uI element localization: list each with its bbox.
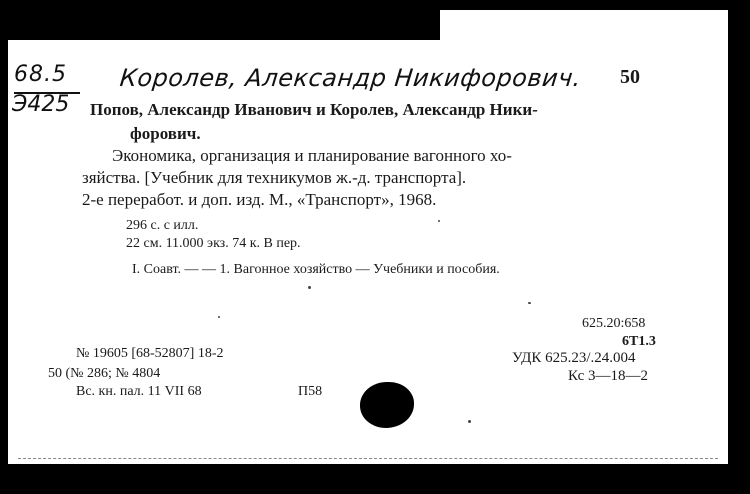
title-line-3: 2-е переработ. и доп. изд. М., «Транспорт», 1968. — [82, 190, 437, 209]
title-line-2: зяйства. [Учебник для техникумов ж.-д. транспорта]. — [82, 168, 467, 187]
handwritten-author-name: Королев, Александр Никифорович. — [118, 64, 583, 92]
authors-line-2: форович. — [130, 124, 201, 143]
classification-code-1: 625.20:658 — [582, 316, 646, 331]
card-number: 50 — [620, 66, 640, 88]
classification-code-2: 6Т1.3 — [622, 334, 656, 349]
speck — [218, 316, 220, 318]
title-line-1: Экономика, организация и планирование вагонного хо- — [112, 146, 512, 165]
order-line-3: Вс. кн. пал. 11 VII 68 — [76, 384, 202, 399]
catalog-card — [8, 40, 728, 464]
kc-code: Кс 3—18—2 — [568, 368, 649, 384]
speck — [438, 220, 440, 222]
handwritten-shelf-code: 68.5 — [14, 62, 67, 87]
format-info: 22 см. 11.000 экз. 74 к. В пер. — [126, 236, 301, 251]
order-line-2: 50 (№ 286; № 4804 — [48, 366, 161, 381]
order-line-1: № 19605 [68-52807] 18-2 — [76, 346, 224, 361]
card-bottom-line — [18, 458, 718, 459]
speck — [468, 420, 471, 423]
pagination: 296 с. с илл. — [126, 218, 199, 233]
speck — [528, 302, 531, 304]
speck — [308, 286, 311, 289]
card-top-edge — [440, 10, 728, 42]
udc-code: УДК 625.23/.24.004 — [512, 350, 636, 366]
handwritten-author-code: Э425 — [12, 92, 70, 117]
plate-code: П58 — [298, 384, 323, 399]
ink-blot — [360, 382, 414, 428]
authors-line-1: Попов, Александр Иванович и Королев, Александр Ники- — [90, 100, 538, 119]
subject-headings: I. Соавт. — — 1. Вагонное хозяйство — Учебники и пособия. — [132, 262, 500, 277]
